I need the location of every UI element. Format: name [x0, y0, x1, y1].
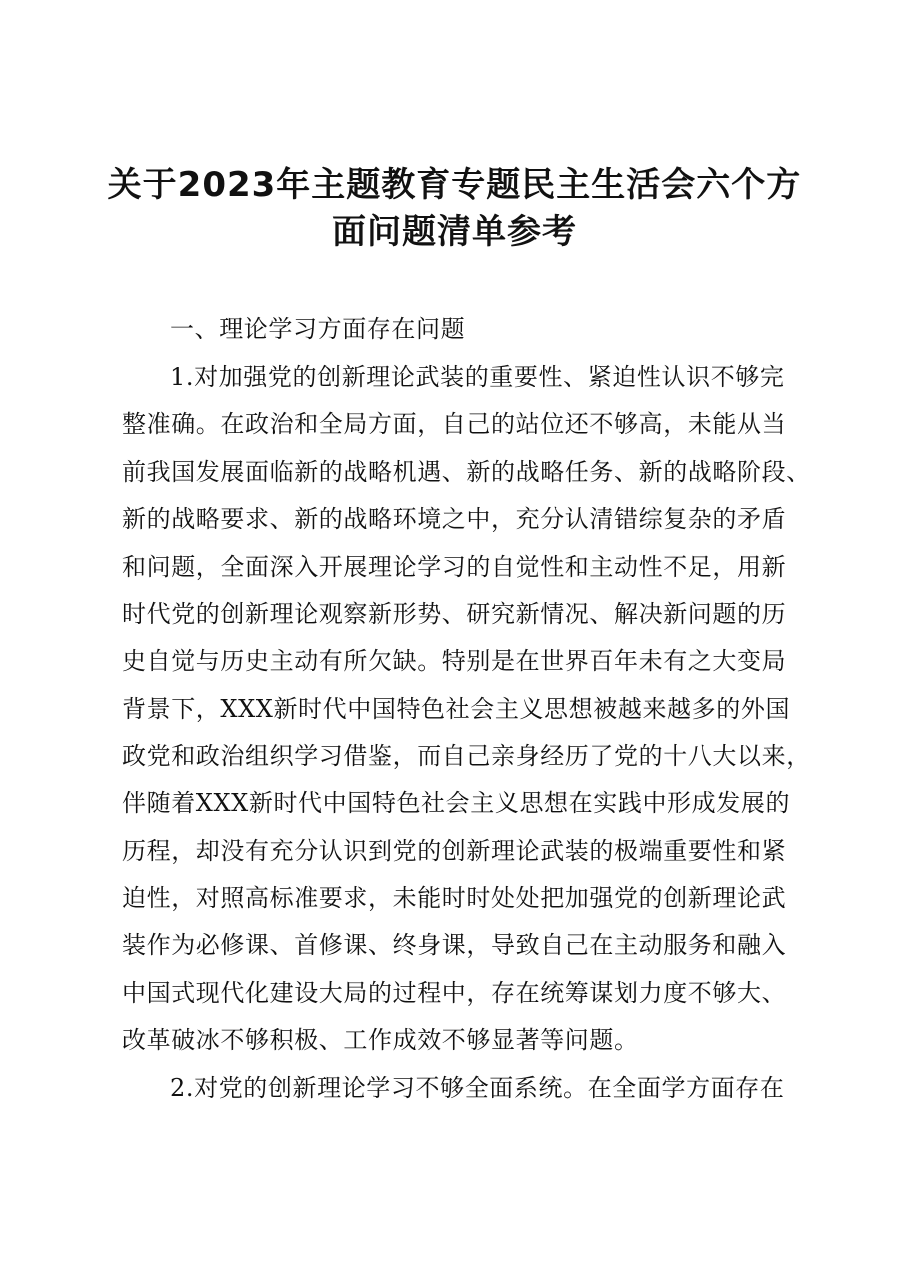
paragraph-line: 政党和政治组织学习借鉴，而自己亲身经历了党的十八大以来，: [122, 742, 811, 770]
paragraph-line: 迫性，对照高标准要求，未能时时处处把加强党的创新理论武: [122, 884, 787, 912]
document-title-line-1: 关于2023年主题教育专题民主生活会六个方: [107, 165, 802, 205]
paragraph-line: 伴随着XXX新时代中国特色社会主义思想在实践中形成发展的: [122, 789, 791, 817]
paragraph-line: 时代党的创新理论观察新形势、研究新情况、解决新问题的历: [122, 600, 787, 628]
paragraph-line: 新的战略要求、新的战略环境之中，充分认清错综复杂的矛盾: [122, 505, 787, 533]
paragraph-line: 前我国发展面临新的战略机遇、新的战略任务、新的战略阶段、: [122, 458, 811, 486]
paragraph-line: 历程，却没有充分认识到党的创新理论武装的极端重要性和紧: [122, 837, 787, 865]
paragraph-line: 2.对党的创新理论学习不够全面系统。在全面学方面存在: [170, 1074, 785, 1102]
document-title-line-2: 面问题清单参考: [332, 212, 577, 252]
section-heading: 一、理论学习方面存在问题: [170, 315, 466, 343]
paragraph-line: 和问题，全面深入开展理论学习的自觉性和主动性不足，用新: [122, 553, 787, 581]
paragraph-line: 装作为必修课、首修课、终身课，导致自己在主动服务和融入: [122, 931, 787, 959]
paragraph-line: 改革破冰不够积极、工作成效不够显著等问题。: [122, 1026, 639, 1054]
paragraph-line: 背景下，XXX新时代中国特色社会主义思想被越来越多的外国: [122, 695, 791, 723]
paragraph-line: 1.对加强党的创新理论武装的重要性、紧迫性认识不够完: [170, 363, 785, 391]
paragraph-line: 中国式现代化建设大局的过程中，存在统筹谋划力度不够大、: [122, 979, 787, 1007]
paragraph-line: 整准确。在政治和全局方面，自己的站位还不够高，未能从当: [122, 410, 787, 438]
paragraph-line: 史自觉与历史主动有所欠缺。特别是在世界百年未有之大变局: [122, 647, 787, 675]
